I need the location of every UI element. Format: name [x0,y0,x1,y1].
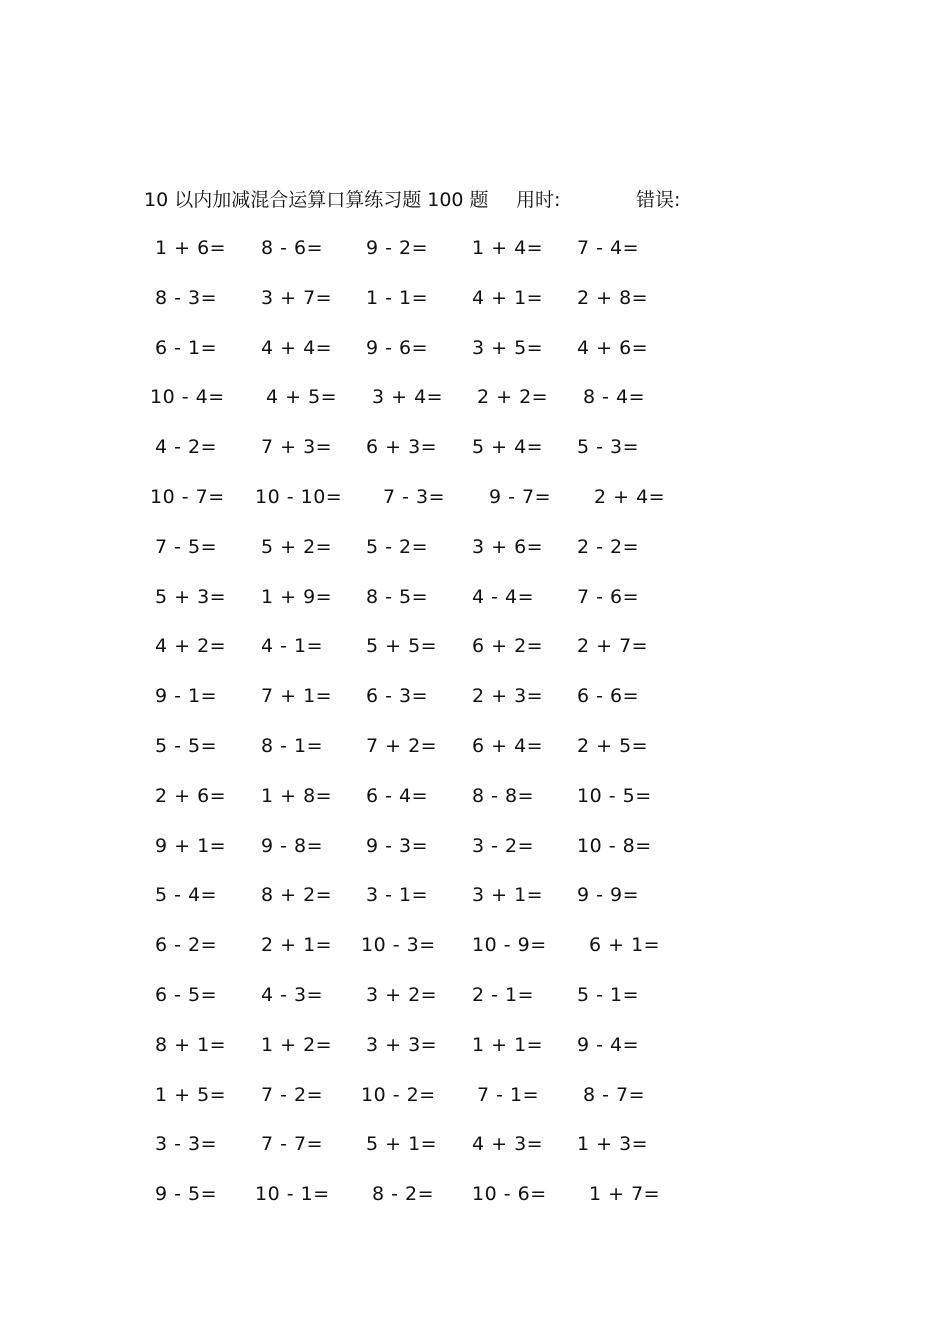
problem-item: 1 + 6= [155,237,227,259]
problem-item: 6 + 3= [366,436,438,459]
problem-item: 5 + 3= [155,585,227,608]
problem-item: 4 + 4= [261,336,333,359]
problem-item: 8 + 2= [261,884,333,907]
problem-item: 8 + 1= [155,1033,227,1056]
problem-row [0,532,950,582]
problem-item: 8 - 3= [155,286,218,309]
problem-row [0,631,950,681]
problem-item: 4 + 5= [266,386,338,409]
problem-item: 4 + 6= [577,336,649,359]
problem-row [0,582,950,632]
problem-item: 8 - 5= [366,585,429,608]
problem-item: 5 - 1= [577,983,640,1006]
problem-item: 1 + 8= [261,784,333,807]
problem-item: 2 - 1= [472,983,535,1006]
problem-item: 9 - 1= [155,685,218,708]
problem-item: 6 - 6= [577,685,640,708]
problem-item: 7 - 7= [261,1133,324,1156]
problem-item: 4 - 3= [261,983,324,1006]
problem-item: 2 + 6= [155,784,227,807]
problem-row [0,432,950,482]
problem-row [0,781,950,831]
problem-item: 10 - 5= [577,784,652,807]
problem-row [0,233,950,283]
problem-item: 2 + 1= [261,934,333,957]
problem-item: 4 - 2= [155,436,218,459]
problem-row [0,482,950,532]
problem-item: 1 + 5= [155,1083,227,1106]
problem-item: 8 - 7= [583,1083,646,1106]
problem-item: 6 - 4= [366,784,429,807]
worksheet-title: 10 以内加减混合运算口算练习题 100 题 [144,189,489,211]
problem-item: 2 + 5= [577,734,649,757]
problem-item: 7 - 6= [577,585,640,608]
problem-item: 1 + 3= [577,1133,649,1156]
problem-item: 1 + 4= [472,237,544,259]
problem-row [0,1129,950,1179]
problem-item: 10 - 3= [361,934,436,957]
problem-item: 3 + 5= [472,336,544,359]
problem-item: 7 - 2= [261,1083,324,1106]
problem-item: 3 - 2= [472,834,535,857]
problem-row [0,1030,950,1080]
problem-item: 10 - 4= [150,386,225,409]
problem-item: 1 + 7= [589,1183,661,1206]
problem-item: 3 + 4= [372,386,444,409]
problem-row [0,681,950,731]
problem-item: 4 + 2= [155,635,227,658]
problem-item: 7 - 5= [155,535,218,558]
problem-item: 10 - 7= [150,485,225,508]
time-used-label: 用时: [516,189,561,211]
problem-item: 7 + 3= [261,436,333,459]
problem-row [0,1179,950,1229]
problem-item: 3 + 7= [261,286,333,309]
problem-item: 6 - 1= [155,336,218,359]
problem-item: 7 - 3= [383,485,446,508]
problem-item: 1 + 9= [261,585,333,608]
problem-item: 10 - 1= [255,1183,330,1206]
problem-item: 9 + 1= [155,834,227,857]
problem-item: 1 - 1= [366,286,429,309]
problem-item: 2 + 8= [577,286,649,309]
problem-item: 9 - 6= [366,336,429,359]
problem-item: 3 + 6= [472,535,544,558]
problem-item: 9 - 7= [489,485,552,508]
problem-row [0,382,950,432]
problem-item: 3 + 2= [366,983,438,1006]
problem-item: 6 + 2= [472,635,544,658]
problem-item: 7 - 1= [477,1083,540,1106]
problem-item: 9 - 8= [261,834,324,857]
problem-item: 5 + 5= [366,635,438,658]
problem-item: 6 - 3= [366,685,429,708]
problem-item: 3 - 1= [366,884,429,907]
problem-item: 3 + 1= [472,884,544,907]
problem-item: 5 - 4= [155,884,218,907]
problem-item: 3 + 3= [366,1033,438,1056]
problem-row [0,980,950,1030]
problem-item: 10 - 6= [472,1183,547,1206]
problem-row [0,333,950,383]
problem-item: 10 - 8= [577,834,652,857]
problem-item: 8 - 1= [261,734,324,757]
problem-row [0,1080,950,1130]
problem-row [0,880,950,930]
problem-row [0,731,950,781]
problem-item: 5 - 2= [366,535,429,558]
problem-row [0,930,950,980]
problem-item: 2 + 3= [472,685,544,708]
problem-item: 7 + 1= [261,685,333,708]
problem-grid [0,233,950,1229]
problem-item: 7 + 2= [366,734,438,757]
error-count-label: 错误: [636,189,681,211]
problem-item: 9 - 5= [155,1183,218,1206]
problem-item: 4 - 4= [472,585,535,608]
problem-item: 2 + 7= [577,635,649,658]
problem-item: 2 + 4= [594,485,666,508]
problem-item: 6 - 5= [155,983,218,1006]
problem-item: 8 - 2= [372,1183,435,1206]
problem-item: 6 - 2= [155,934,218,957]
problem-item: 5 + 4= [472,436,544,459]
problem-item: 5 + 2= [261,535,333,558]
problem-item: 6 + 4= [472,734,544,757]
problem-item: 9 - 9= [577,884,640,907]
problem-row [0,283,950,333]
problem-item: 1 + 2= [261,1033,333,1056]
problem-item: 7 - 4= [577,237,640,259]
problem-item: 10 - 9= [472,934,547,957]
problem-item: 5 - 5= [155,734,218,757]
problem-item: 10 - 10= [255,485,343,508]
problem-item: 2 - 2= [577,535,640,558]
problem-item: 8 - 8= [472,784,535,807]
problem-item: 6 + 1= [589,934,661,957]
problem-row [0,831,950,881]
problem-item: 2 + 2= [477,386,549,409]
problem-item: 5 - 3= [577,436,640,459]
problem-item: 1 + 1= [472,1033,544,1056]
problem-item: 8 - 6= [261,237,324,259]
problem-item: 9 - 4= [577,1033,640,1056]
problem-item: 3 - 3= [155,1133,218,1156]
problem-item: 4 + 1= [472,286,544,309]
problem-item: 9 - 2= [366,237,429,259]
problem-item: 4 - 1= [261,635,324,658]
problem-item: 9 - 3= [366,834,429,857]
problem-item: 10 - 2= [361,1083,436,1106]
problem-item: 4 + 3= [472,1133,544,1156]
problem-item: 5 + 1= [366,1133,438,1156]
problem-item: 8 - 4= [583,386,646,409]
